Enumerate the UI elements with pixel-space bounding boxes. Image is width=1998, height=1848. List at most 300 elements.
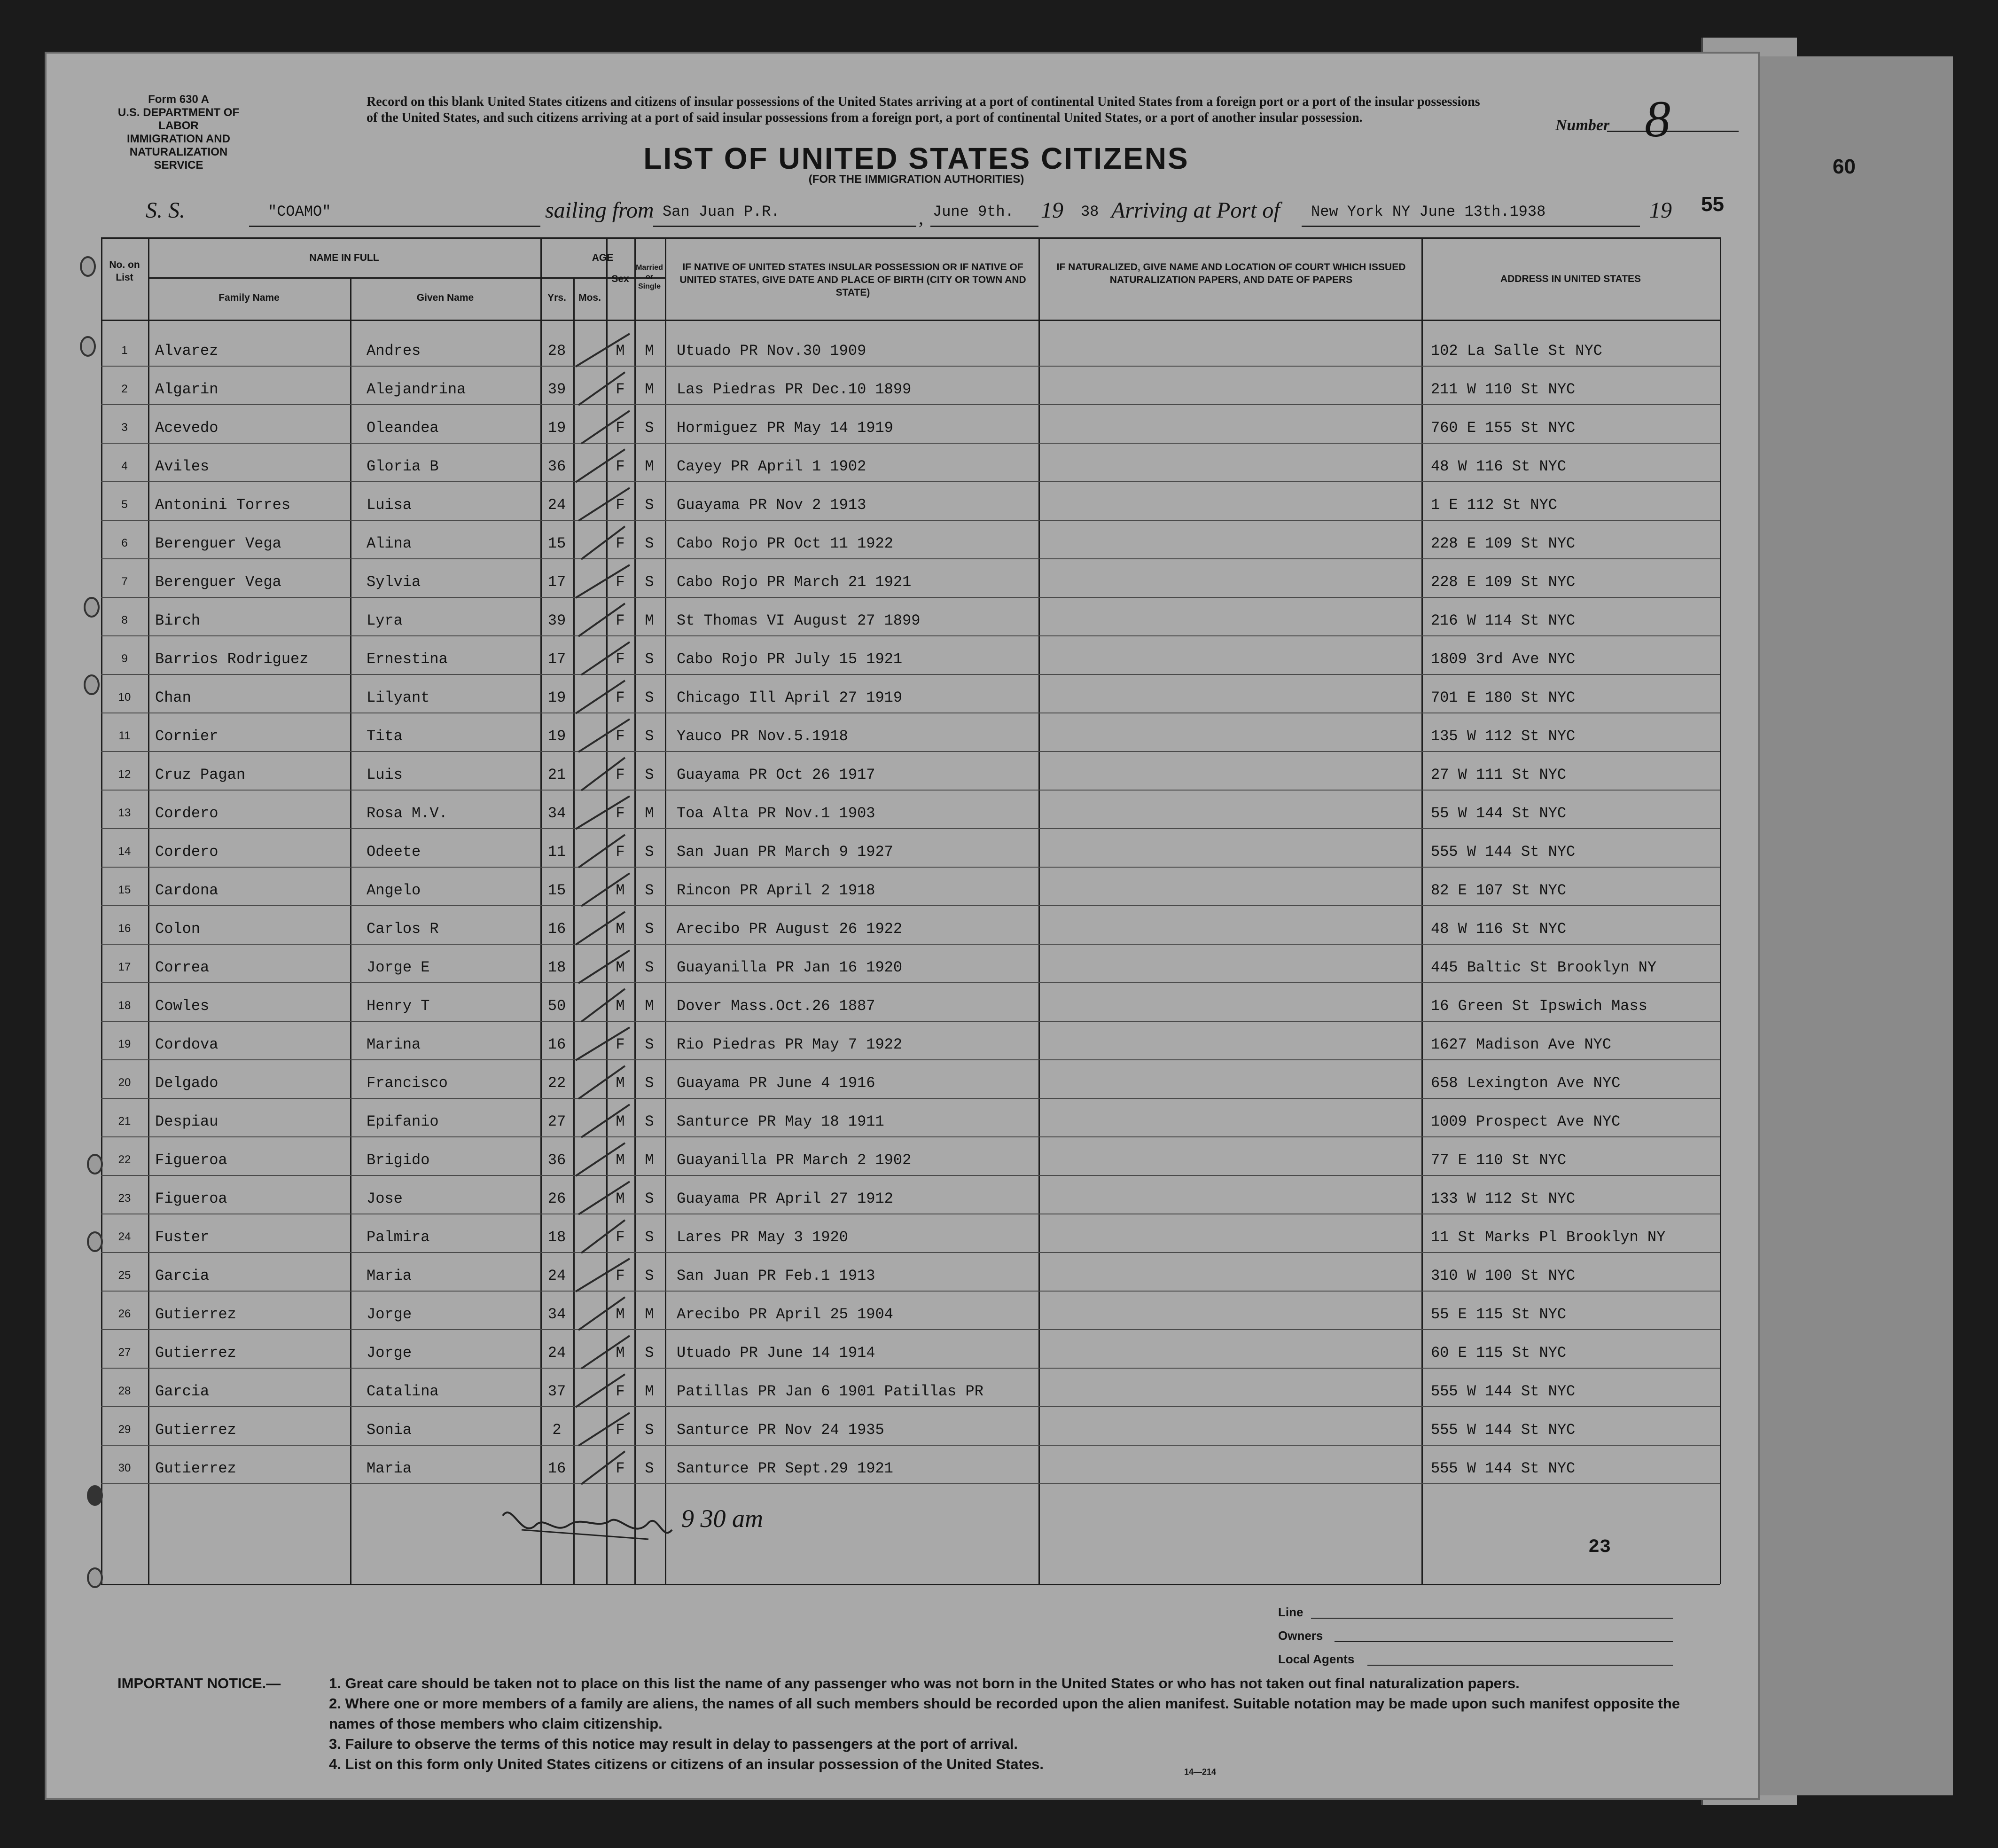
cell-family-name: Colon [155,920,201,938]
row-rule [101,1445,1720,1446]
cell-age: 17 [547,650,566,668]
cell-marital-status: M [645,612,654,629]
col-line [1038,237,1040,1584]
col-line [1720,237,1721,1584]
tally-mark [581,758,625,791]
binder-hole [87,1567,103,1588]
row-rule [101,404,1720,405]
tally-mark [581,1451,625,1484]
cell-birth: Santurce PR May 18 1911 [677,1113,884,1130]
header-given-name: Given Name [416,292,474,303]
cell-given-name: Maria [367,1460,412,1477]
cell-family-name: Figueroa [155,1151,227,1169]
header-yrs: Yrs. [547,292,566,303]
tally-mark [581,526,625,559]
header-no: No. on List [109,259,140,283]
record-instructions: Record on this blank United States citizens and citizens of insular possessions of the United States arriving at a port of continental United States from a foreign port or a port of the insular possessions of the United States, and such citizens arriving at a port of said insular possessions from a foreign port, a port of continental United States, or a port of another insular possession. [367,94,1480,125]
cell-age: 28 [547,342,566,360]
cell-family-name: Cardona [155,882,219,899]
cell-no: 13 [118,807,131,819]
cell-marital-status: S [645,1113,654,1130]
row-rule [101,828,1720,829]
cell-sex: F [616,381,625,398]
cell-given-name: Lilyant [367,689,430,706]
arriving-label: Arriving at Port of [1111,198,1280,223]
cell-age: 17 [547,573,566,591]
line-label: Line [1278,1605,1303,1619]
cell-given-name: Palmira [367,1229,430,1246]
tally-mark [581,989,625,1022]
ship-name: "COAMO" [268,203,331,220]
cell-marital-status: S [645,496,654,514]
cell-sex: F [616,573,625,591]
cell-birth: Cabo Rojo PR Oct 11 1922 [677,535,893,552]
cell-marital-status: M [645,805,654,822]
form-code: 14—214 [1184,1767,1217,1777]
cell-birth: Guayama PR Nov 2 1913 [677,496,866,514]
tally-mark [581,642,630,675]
cell-given-name: Henry T [367,997,430,1015]
cell-marital-status: S [645,920,654,938]
number-label: Number [1555,117,1610,134]
row-rule [101,1136,1720,1137]
header-name-in-full: NAME IN FULL [309,252,379,263]
cell-birth: Guayanilla PR March 2 1902 [677,1151,912,1169]
cell-given-name: Maria [367,1267,412,1284]
cell-given-name: Alejandrina [367,381,466,398]
cell-given-name: Jose [367,1190,403,1207]
cell-age: 24 [547,1267,566,1284]
cell-birth: Toa Alta PR Nov.1 1903 [677,805,875,822]
cell-age: 15 [547,535,566,552]
notice-item-2: 2. Where one or more members of a family are aliens, the names of all such members should be recorded upon the alien manifest. Suitable notation may be made upon such manifest opposite the names of those members who claim citizenship. [329,1695,1680,1732]
cell-age: 16 [547,1460,566,1477]
notice-label: IMPORTANT NOTICE.— [117,1675,281,1691]
notice-item-4: 4. List on this form only United States citizens or citizens of an insular possession of the United States. [329,1756,1044,1772]
cell-given-name: Epifanio [367,1113,439,1130]
signature-time-note: 9 30 am [681,1504,763,1533]
cell-family-name: Aviles [155,458,210,475]
cell-age: 34 [547,805,566,822]
cell-marital-status: M [645,1383,654,1400]
header-bottom-border [101,320,1720,321]
col-line [148,237,149,1584]
tally-mark [578,1066,625,1099]
cell-no: 24 [118,1230,131,1243]
cell-no: 15 [118,884,131,896]
cell-birth: Chicago Ill April 27 1919 [677,689,903,706]
cell-marital-status: S [645,1190,654,1207]
year-prefix-1: 19 [1041,198,1063,223]
cell-no: 20 [118,1076,131,1089]
cell-address: 701 E 180 St NYC [1431,689,1576,706]
cell-address: 77 E 110 St NYC [1431,1151,1567,1169]
row-rule [101,635,1720,636]
page-title: LIST OF UNITED STATES CITIZENS [643,141,1189,175]
cell-given-name: Gloria B [367,458,439,475]
tally-mark [576,681,625,713]
cell-no: 10 [118,691,131,704]
cell-address: 555 W 144 St NYC [1431,843,1576,861]
local-agents-field [1367,1665,1673,1666]
row-rule [101,1252,1720,1253]
cell-address: 555 W 144 St NYC [1431,1383,1576,1400]
owners-label: Owners [1278,1629,1323,1643]
cell-birth: Lares PR May 3 1920 [677,1229,848,1246]
tally-mark [576,565,630,598]
cell-sex: F [616,458,625,475]
cell-marital-status: M [645,381,654,398]
cell-age: 27 [547,1113,566,1130]
row-rule [101,366,1720,367]
cell-birth: San Juan PR March 9 1927 [677,843,893,861]
tally-mark [576,449,625,482]
cell-sex: M [616,959,625,976]
cell-age: 11 [547,843,566,861]
cell-age: 50 [547,997,566,1015]
tally-mark [576,1259,630,1292]
number-underline [1607,131,1739,132]
cell-no: 23 [118,1192,131,1205]
cell-birth: Las Piedras PR Dec.10 1899 [677,381,912,398]
cell-address: 11 St Marks Pl Brooklyn NY [1431,1229,1666,1246]
cell-no: 4 [121,460,128,472]
row-rule [101,674,1720,675]
row-rule [101,1175,1720,1176]
cell-sex: M [616,342,625,360]
binder-hole [80,336,96,357]
cell-sex: F [616,1460,625,1477]
cell-no: 29 [118,1423,131,1436]
notice-item-3: 3. Failure to observe the terms of this notice may result in delay to passengers at the port of arrival. [329,1736,1018,1752]
cell-birth: Patillas PR Jan 6 1901 Patillas PR [677,1383,983,1400]
cell-sex: F [616,805,625,822]
cell-sex: F [616,766,625,783]
cell-given-name: Catalina [367,1383,439,1400]
cell-no: 17 [118,961,131,973]
col-line [350,277,351,1584]
tally-mark [576,912,625,945]
cell-marital-status: S [645,1267,654,1284]
cell-given-name: Luis [367,766,403,783]
cell-family-name: Figueroa [155,1190,227,1207]
cell-sex: F [616,535,625,552]
cell-sex: F [616,496,625,514]
tally-mark [581,411,630,444]
handwritten-signature [493,1497,832,1553]
cell-sex: F [616,1036,625,1053]
cell-no: 11 [118,729,131,742]
cell-age: 39 [547,612,566,629]
row-rule [101,1406,1720,1407]
binder-hole [84,674,100,695]
header-family-name: Family Name [219,292,280,303]
row-rule [101,1059,1720,1060]
tally-mark [578,719,630,752]
cell-sex: M [616,1074,625,1092]
tally-mark [578,603,625,636]
cell-family-name: Chan [155,689,191,706]
cell-sex: M [616,1344,625,1362]
tally-mark [576,796,630,829]
binder-hole [84,597,100,618]
cell-marital-status: S [645,650,654,668]
row-rule [101,520,1720,521]
cell-no: 12 [118,768,131,781]
cell-given-name: Francisco [367,1074,448,1092]
cell-no: 3 [121,421,128,434]
cell-birth: Rio Piedras PR May 7 1922 [677,1036,903,1053]
cell-age: 19 [547,728,566,745]
cell-no: 25 [118,1269,131,1282]
cell-address: 135 W 112 St NYC [1431,728,1576,745]
cell-given-name: Jorge E [367,959,430,976]
cell-sex: F [616,1383,625,1400]
tally-mark [578,372,625,405]
row-rule [101,1291,1720,1292]
cell-given-name: Tita [367,728,403,745]
tally-mark [576,1027,630,1060]
cell-given-name: Luisa [367,496,412,514]
year-prefix-2: 19 [1649,198,1672,223]
cell-family-name: Gutierrez [155,1344,236,1362]
cell-no: 22 [118,1153,131,1166]
cell-family-name: Garcia [155,1383,210,1400]
cell-age: 24 [547,496,566,514]
cell-family-name: Garcia [155,1267,210,1284]
header-married-single: Married or Single [636,264,663,290]
cell-sex: F [616,1229,625,1246]
cell-marital-status: S [645,535,654,552]
tally-mark [578,950,630,983]
cell-address: 1 E 112 St NYC [1431,496,1557,514]
table-bottom-border [101,1584,1720,1585]
row-rule [101,1098,1720,1099]
row-rule [101,443,1720,444]
cell-address: 310 W 100 St NYC [1431,1267,1576,1284]
cell-age: 21 [547,766,566,783]
cell-birth: Yauco PR Nov.5.1918 [677,728,848,745]
cell-family-name: Cordova [155,1036,219,1053]
cell-birth: Guayama PR April 27 1912 [677,1190,893,1207]
cell-marital-status: S [645,689,654,706]
cell-no: 9 [121,652,128,665]
cell-no: 7 [121,575,128,588]
comma-1: , [919,207,923,228]
notice-item-1: 1. Great care should be taken not to place on this list the name of any passenger who was not born in the United States or who has not taken out final naturalization papers. [329,1675,1520,1691]
cell-given-name: Odeete [367,843,421,861]
cell-family-name: Gutierrez [155,1421,236,1439]
tally-mark [578,835,625,868]
cell-no: 16 [118,922,131,935]
cell-family-name: Alvarez [155,342,219,360]
cell-family-name: Cordero [155,843,219,861]
cell-birth: Guayanilla PR Jan 16 1920 [677,959,903,976]
list-number: 8 [1645,90,1670,148]
cell-address: 555 W 144 St NYC [1431,1460,1576,1477]
cell-age: 36 [547,458,566,475]
owners-field [1335,1641,1673,1642]
cell-family-name: Barrios Rodriguez [155,650,309,668]
cell-birth: Cayey PR April 1 1902 [677,458,866,475]
cell-marital-status: S [645,1229,654,1246]
cell-sex: M [616,882,625,899]
cell-age: 16 [547,1036,566,1053]
tally-mark [578,488,630,521]
cell-family-name: Birch [155,612,201,629]
cell-sex: M [616,1306,625,1323]
cell-family-name: Berenguer Vega [155,535,281,552]
cell-sex: F [616,650,625,668]
cell-age: 19 [547,419,566,437]
cell-marital-status: M [645,1151,654,1169]
cell-given-name: Angelo [367,882,421,899]
cell-sex: F [616,1421,625,1439]
cell-marital-status: S [645,573,654,591]
cell-family-name: Fuster [155,1229,210,1246]
notice-items [329,1673,1720,1774]
cell-birth: Dover Mass.Oct.26 1887 [677,997,875,1015]
cell-family-name: Gutierrez [155,1306,236,1323]
cell-marital-status: M [645,997,654,1015]
cell-birth: Arecibo PR August 26 1922 [677,920,903,938]
cell-birth: Cabo Rojo PR March 21 1921 [677,573,912,591]
form-id: Form 630 A U.S. DEPARTMENT OF LABOR IMMIGRATION AND NATURALIZATION SERVICE [117,93,240,172]
cell-sex: M [616,997,625,1015]
cell-family-name: Correa [155,959,210,976]
cell-age: 15 [547,882,566,899]
cell-given-name: Brigido [367,1151,430,1169]
cell-marital-status: M [645,342,654,360]
cell-given-name: Lyra [367,612,403,629]
cell-sex: F [616,728,625,745]
row-rule [101,944,1720,945]
cell-address: 60 E 115 St NYC [1431,1344,1567,1362]
header-sex: Sex [611,274,629,284]
cell-family-name: Berenguer Vega [155,573,281,591]
cell-given-name: Carlos R [367,920,439,938]
tally-mark [578,1297,625,1330]
cell-address: 55 E 115 St NYC [1431,1306,1567,1323]
cell-no: 14 [118,845,131,858]
tally-mark [581,1336,630,1369]
cell-given-name: Jorge [367,1344,412,1362]
cell-birth: Hormiguez PR May 14 1919 [677,419,893,437]
cell-marital-status: S [645,882,654,899]
cell-marital-status: S [645,1460,654,1477]
cell-birth: Rincon PR April 2 1918 [677,882,875,899]
sailing-from-line [653,226,916,227]
tally-mark [576,1143,625,1176]
cell-marital-status: S [645,1344,654,1362]
cell-marital-status: M [645,458,654,475]
cell-address: 102 La Salle St NYC [1431,342,1602,360]
arriving-port: New York NY June 13th.1938 [1311,203,1546,220]
cell-family-name: Cruz Pagan [155,766,246,783]
cell-address: 228 E 109 St NYC [1431,573,1576,591]
cell-family-name: Acevedo [155,419,219,437]
page-subtitle: (FOR THE IMMIGRATION AUTHORITIES) [808,173,1024,186]
row-rule [101,982,1720,983]
cell-family-name: Cowles [155,997,210,1015]
cell-no: 27 [118,1346,131,1359]
cell-given-name: Marina [367,1036,421,1053]
cell-no: 21 [118,1115,131,1128]
cell-given-name: Jorge [367,1306,412,1323]
cell-age: 37 [547,1383,566,1400]
header-address: ADDRESS IN UNITED STATES [1500,274,1641,284]
row-rule [101,1368,1720,1369]
cell-age: 36 [547,1151,566,1169]
cell-marital-status: S [645,959,654,976]
cell-address: 55 W 144 St NYC [1431,805,1567,822]
cell-address: 228 E 109 St NYC [1431,535,1576,552]
col-line [665,237,666,1584]
cell-marital-status: M [645,1306,654,1323]
header-age: AGE [592,252,614,263]
tally-mark [578,1413,630,1446]
tally-mark [576,334,630,367]
header-mos: Mos. [578,292,601,303]
cell-birth: Guayama PR June 4 1916 [677,1074,875,1092]
cell-marital-status: S [645,728,654,745]
col-line [101,237,102,1584]
cell-address: 760 E 155 St NYC [1431,419,1576,437]
row-rule [101,1021,1720,1022]
cell-age: 18 [547,1229,566,1246]
cell-no: 1 [121,344,128,357]
tally-mark [576,1374,625,1407]
cell-address: 48 W 116 St NYC [1431,920,1567,938]
cell-marital-status: S [645,419,654,437]
tally-mark [581,873,630,906]
cell-given-name: Andres [367,342,421,360]
cell-address: 445 Baltic St Brooklyn NY [1431,959,1657,976]
cell-birth: Utuado PR June 14 1914 [677,1344,875,1362]
arriving-port-line [1302,226,1640,227]
cell-no: 6 [121,537,128,549]
row-rule [101,1329,1720,1330]
cell-birth: Utuado PR Nov.30 1909 [677,342,866,360]
cell-sex: M [616,1113,625,1130]
cell-no: 18 [118,999,131,1012]
binder-hole [87,1231,103,1252]
sailing-date: June 9th. [933,203,1014,220]
cell-marital-status: S [645,1421,654,1439]
cell-family-name: Delgado [155,1074,219,1092]
cell-given-name: Sonia [367,1421,412,1439]
cell-family-name: Cordero [155,805,219,822]
page-stamp: 55 [1701,193,1724,216]
cell-age: 26 [547,1190,566,1207]
sailing-date-line [930,226,1038,227]
cell-address: 1627 Madison Ave NYC [1431,1036,1612,1053]
row-rule [101,905,1720,906]
cell-marital-status: S [645,1036,654,1053]
cell-no: 26 [118,1308,131,1320]
cell-birth: Cabo Rojo PR July 15 1921 [677,650,903,668]
cell-family-name: Algarin [155,381,219,398]
cell-family-name: Antonini Torres [155,496,291,514]
cell-address: 27 W 111 St NYC [1431,766,1567,783]
cell-address: 48 W 116 St NYC [1431,458,1567,475]
cell-marital-status: S [645,766,654,783]
binder-hole [87,1485,103,1506]
cell-birth: Arecibo PR April 25 1904 [677,1306,893,1323]
background-sheet-edge [1739,56,1953,1795]
header-birth: IF NATIVE OF UNITED STATES INSULAR POSSESSION OR IF NATIVE OF UNITED STATES, GIVE DATE AND PLACE OF BIRTH (CITY OR TOWN AND STATE) [679,262,1026,298]
corner-number: 60 [1833,155,1856,178]
